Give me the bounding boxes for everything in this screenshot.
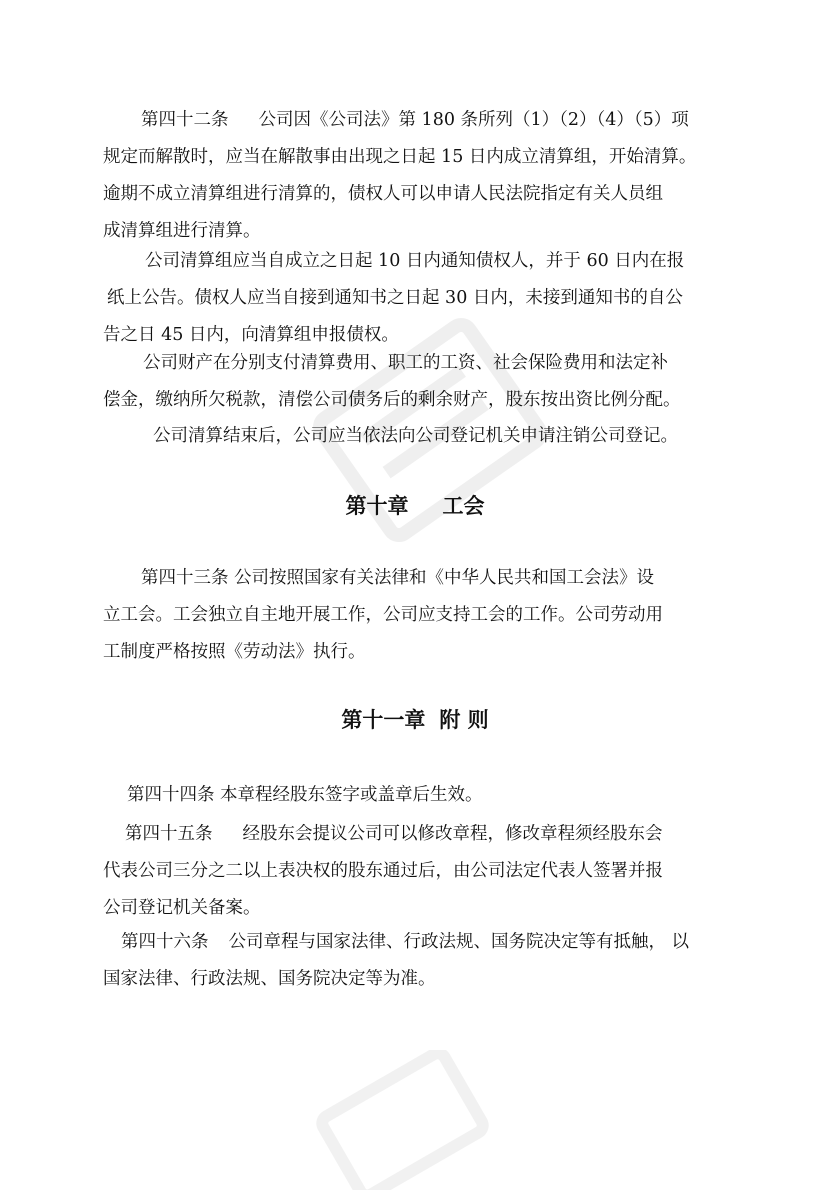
paragraph-line: 公司章程与国家法律、行政法规、国务院决定等有抵触， 以 [228, 932, 690, 952]
paragraph-line: 公司因《公司法》第 180 条所列（1）（2）（4）（5）项 [258, 110, 689, 130]
chapter-number: 第十章 [345, 494, 409, 518]
paragraph-line: 经股东会提议公司可以修改章程，修改章程须经股东会 [242, 824, 663, 844]
paragraph-line: 第四十四条 本章程经股东签字或盖章后生效。 [127, 785, 483, 805]
chapter-heading [0, 704, 830, 734]
paragraph-line: 成清算组进行清算。 [103, 221, 261, 241]
paragraph-liquidation-end [103, 418, 733, 455]
paragraph-line: 告之日 45 日内，向清算组申报债权。 [103, 325, 399, 345]
paragraph-line: 公司清算结束后，公司应当依法向公司登记机关申请注销公司登记。 [153, 426, 678, 446]
paragraph-line: 立工会。工会独立自主地开展工作，公司应支持工会的工作。公司劳动用 [103, 605, 663, 625]
chapter-number: 第十一章 [341, 708, 426, 732]
paragraph-line: 国家法律、行政法规、国务院决定等为准。 [103, 969, 436, 989]
chapter-heading [0, 490, 830, 520]
article-label: 第四十二条 [141, 110, 229, 130]
article-label: 第四十五条 [125, 824, 213, 844]
paragraph-line: 偿金，缴纳所欠税款，清偿公司债务后的剩余财产，股东按出资比例分配。 [103, 390, 681, 410]
paragraph-line: 工制度严格按照《劳动法》执行。 [103, 642, 366, 662]
watermark-icon [300, 1050, 500, 1190]
paragraph-line: 逾期不成立清算组进行清算的，债权人可以申请人民法院指定有关人员组 [103, 184, 663, 204]
chapter-title: 附 则 [439, 708, 489, 732]
article-label: 第四十六条 [121, 932, 209, 952]
paragraph-line: 纸上公告。债权人应当自接到通知书之日起 30 日内，未接到通知书的自公 [107, 288, 683, 308]
article-45 [103, 816, 733, 927]
paragraph-line: 第四十三条 公司按照国家有关法律和《中华人民共和国工会法》设 [141, 568, 655, 588]
paragraph-line: 代表公司三分之二以上表决权的股东通过后，由公司法定代表人签署并报 [103, 861, 663, 881]
paragraph-line: 公司清算组应当自成立之日起 10 日内通知债权人，并于 60 日内在报 [145, 251, 685, 271]
article-43 [103, 560, 733, 671]
paragraph-line: 规定而解散时，应当在解散事由出现之日起 15 日内成立清算组，开始清算。 [103, 147, 697, 167]
article-42 [103, 102, 733, 250]
paragraph-line: 公司财产在分别支付清算费用、职工的工资、社会保险费用和法定补 [143, 353, 668, 373]
paragraph-liquidation-notice [103, 243, 733, 354]
article-44 [103, 777, 733, 814]
paragraph-assets [103, 345, 733, 419]
paragraph-line: 公司登记机关备案。 [103, 898, 261, 918]
chapter-title: 工会 [442, 494, 485, 518]
article-46 [103, 924, 733, 998]
